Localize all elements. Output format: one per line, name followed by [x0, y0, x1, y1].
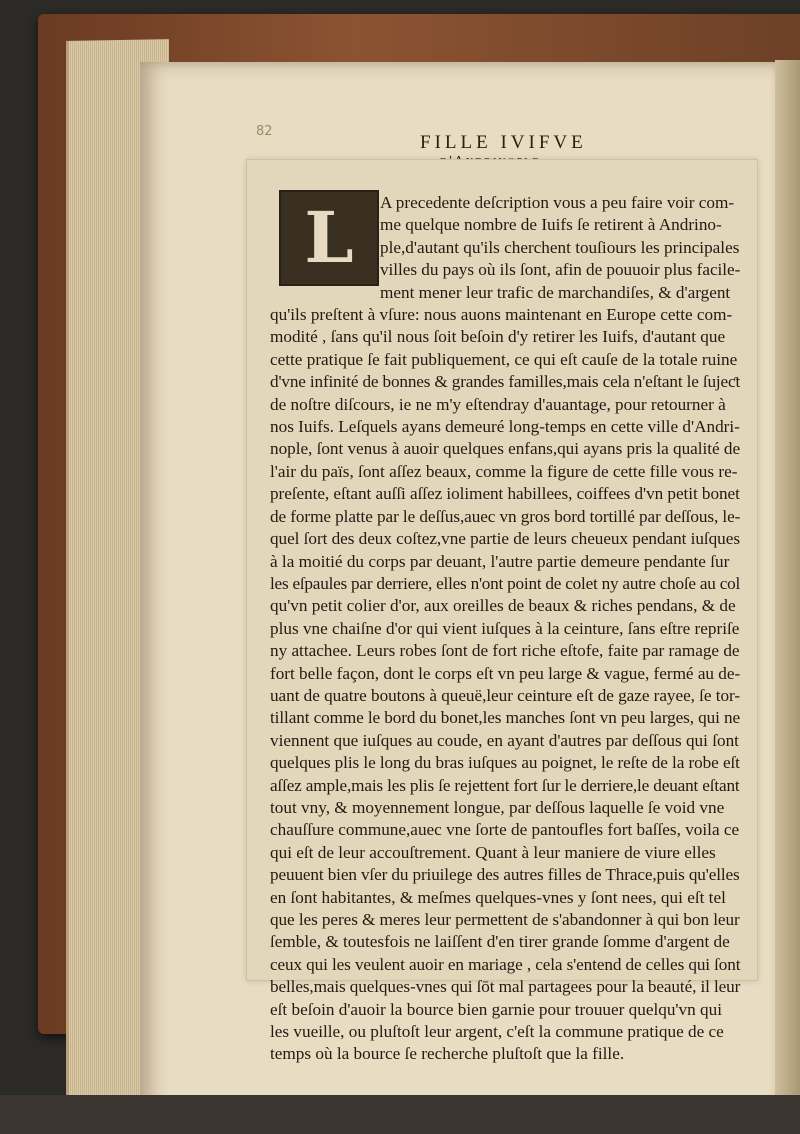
text-line: quelques plis le long du bras iuſques au poignet, le reſte de la robe eſt: [270, 753, 740, 773]
text-line: ſemble, & toutesfois ne laiſſent d'en tirer grande ſomme d'argent de: [270, 932, 730, 952]
text-line: l'air du païs, ſont aſſez beaux, comme la figure de cette fille vous re-: [270, 461, 738, 481]
text-line: tillant comme le bord du bonet,les manches ſont vn peu larges, qui ne: [270, 708, 741, 728]
text-line: les vueille, ou pluſtoſt leur argent, c'eſt la commune pratique de ce: [270, 1022, 724, 1042]
text-line: qui eſt de leur accouſtrement. Quant à leur maniere de viure elles: [270, 842, 716, 862]
text-line: modité , ſans qu'il nous ſoit beſoin d'y retirer les Iuifs, d'autant que: [270, 327, 726, 347]
text-line: me quelque nombre de Iuifs ſe retirent à Andrino-: [380, 215, 722, 235]
text-line: en ſont habitantes, & meſmes quelques-vnes y ſont nees, qui eſt tel: [270, 887, 726, 907]
text-line: de forme platte par le deſſus,auec vn gros bord tortillé par deſſous, le-: [270, 506, 741, 526]
text-line: preſente, eſtant auſſi aſſez ioliment habillees, coiffees d'vn petit bonet: [270, 484, 740, 504]
text-line: ceux qui les veulent auoir en mariage , cela s'entend de celles qui ſont: [270, 954, 741, 974]
text-line: ny attachee. Leurs robes ſont de fort riche eſtofe, faite par ramage de: [270, 641, 740, 661]
text-line: qu'ils preſtent à vſure: nous auons maintenant en Europe cette com-: [270, 305, 733, 325]
facing-page-edge: [775, 60, 800, 1134]
text-line: de noſtre diſcours, ie ne m'y eſtendray d'auantage, pour retourner à: [270, 394, 726, 414]
text-line: A precedente deſcription vous a peu faire voir com-: [380, 193, 735, 212]
text-line: viennent que iuſques au coude, en ayant d'autres par deſſous qui ſont: [270, 730, 739, 750]
text-line: temps où la bource ſe recherche pluſtoſt que la fille.: [270, 1044, 625, 1064]
pencil-page-mark: 82: [256, 124, 273, 139]
text-line: peuuent bien vſer du priuilege des autres filles de Thrace,puis qu'elles: [270, 865, 740, 885]
text-line: chauſſure commune,auec vne ſorte de pantoufles fort baſſes, voila ce: [270, 820, 740, 840]
text-line: belles,mais quelques-vnes qui ſōt mal partagees pour la beauté, il leur: [270, 977, 741, 997]
text-line: plus vne chaiſne d'or qui vient iuſques à la ceinture, ſans eſtre repriſe: [270, 618, 740, 638]
text-line: que les peres & meres leur permettent de s'abandonner à qui bon leur: [270, 910, 740, 929]
text-line: qu'vn petit colier d'or, aux oreilles de beaux & riches pendans, & de: [270, 596, 736, 616]
text-line: fort belle façon, dont le corps eſt vn peu large & vague, fermé au de-: [270, 663, 741, 683]
text-line: nople, ſont venus à auoir quelques enfans,qui ayans pris la qualité de: [270, 439, 741, 459]
text-line: ment mener leur trafic de marchandiſes, & d'argent: [380, 282, 731, 302]
text-line: ple,d'autant qu'ils cherchent touſiours les principales: [380, 237, 740, 257]
text-line: eſt beſoin d'auoir la bource bien garnie pour trouuer quelqu'vn qui: [270, 999, 722, 1019]
text-line: quel ſort des deux coſtez,vne partie de leurs cheueux pendant iuſques: [270, 529, 740, 549]
initial-letter: L: [304, 196, 354, 279]
body-text: [270, 192, 740, 1066]
text-line: les eſpaules par derriere, elles n'ont point de colet ny autre choſe au col: [270, 573, 741, 593]
background-bottom: [0, 1095, 800, 1134]
text-line: nos Iuifs. Leſquels ayans demeuré long-temps en cette ville d'Andri-: [270, 417, 740, 437]
page-title: FILLE IVIFVE: [420, 132, 587, 153]
text-line: uant de quatre boutons à queuë,leur ceinture eſt de gaze rayee, ſe tor-: [270, 685, 741, 705]
text-line: d'vne infinité de bonnes & grandes familles,mais cela n'eſtant le ſujeƈt: [270, 372, 741, 392]
text-line: aſſez ample,mais les plis ſe rejettent fort ſur le derriere,le deuant eſtant: [270, 775, 740, 795]
text-line: tout vny, & moyennement longue, par deſſous laquelle ſe void vne: [270, 797, 725, 817]
text-line: villes du pays où ils ſont, afin de pouuoir plus facile-: [380, 260, 741, 280]
text-line: cette pratique ſe fait publiquement, ce qui eſt cauſe de la totale ruine: [270, 349, 738, 369]
text-line: à la moitié du corps par deuant, l'autre partie demeure pendante ſur: [270, 551, 730, 571]
